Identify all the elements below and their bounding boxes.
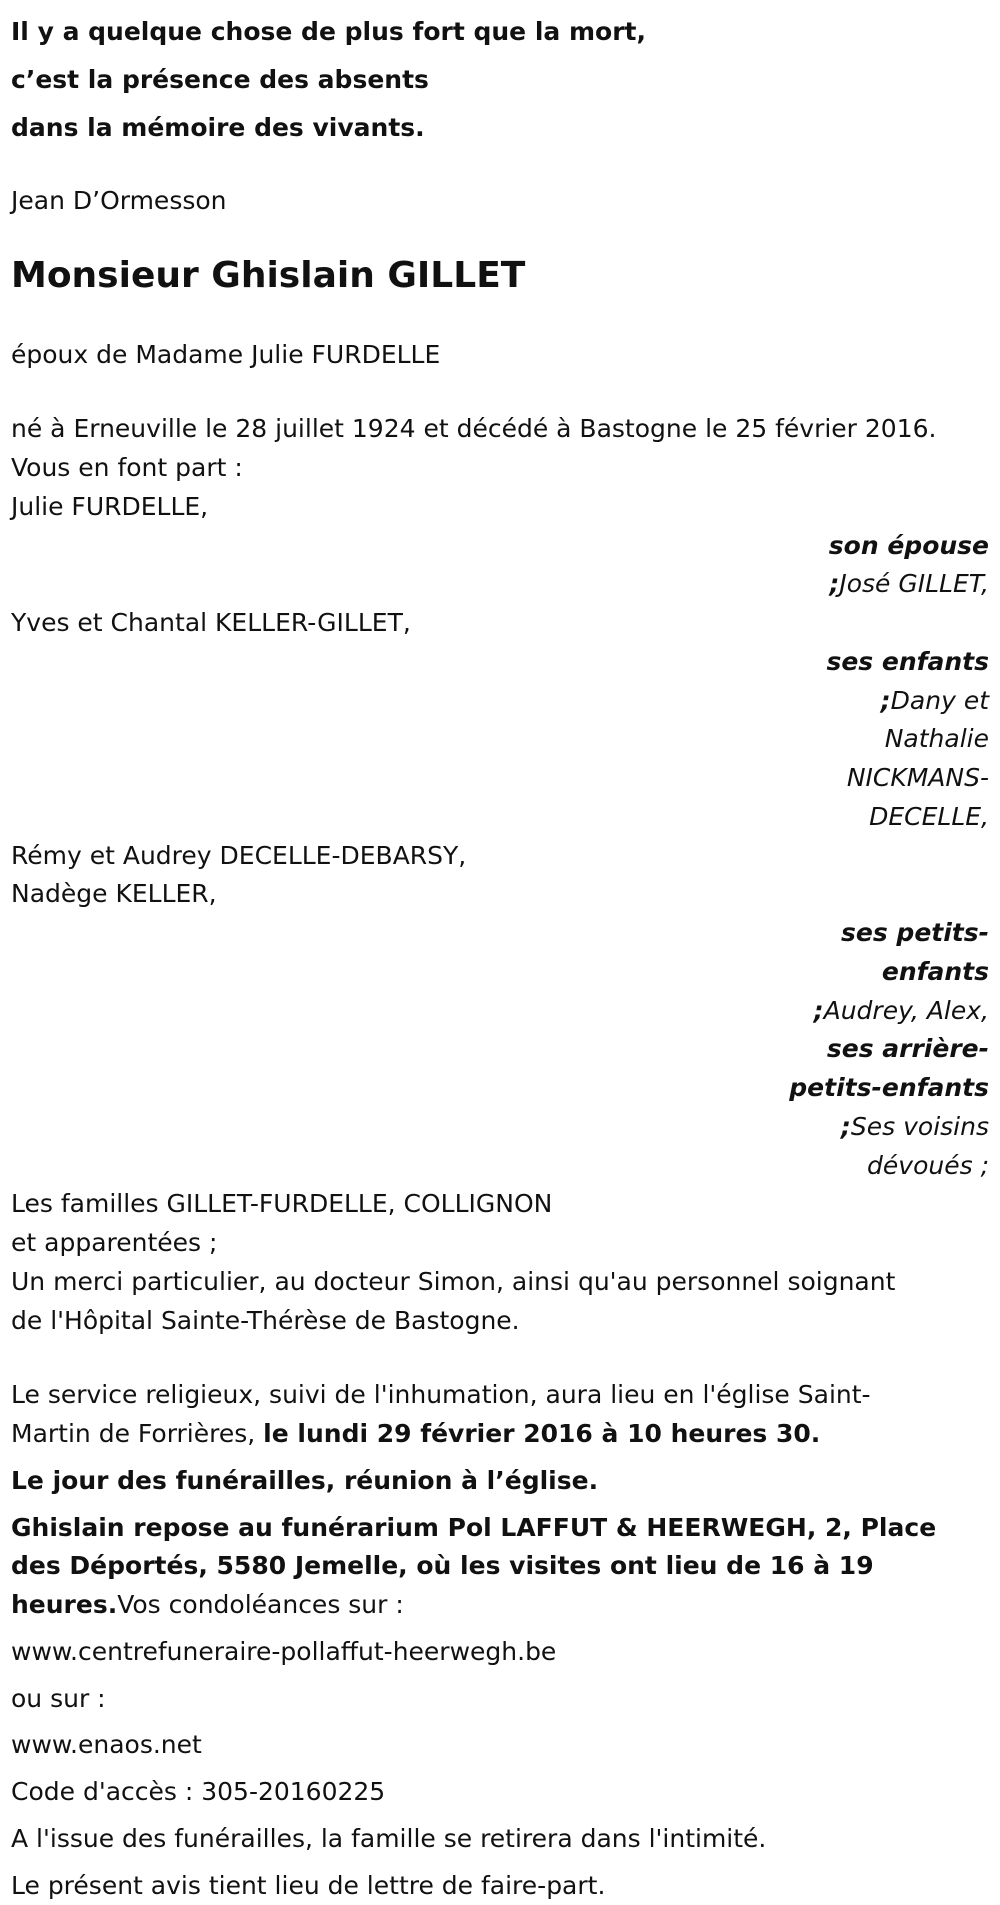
relation-names: Audrey, Alex, — [823, 995, 989, 1025]
family-right-4 — [769, 1030, 989, 1185]
service-line-2 — [11, 1415, 989, 1454]
condolences-text: Vos condoléances sur : — [117, 1590, 404, 1620]
family-left-2: Yves et Chantal KELLER-GILLET, — [11, 608, 411, 638]
closing-line-2: Le présent avis tient lieu de lettre de faire-part. — [11, 1870, 606, 1900]
relation-label: ses arrière-petits-enfants ; — [789, 1034, 989, 1141]
repose-paragraph — [11, 1509, 989, 1625]
site-link-2[interactable]: www.enaos.net — [11, 1730, 202, 1760]
family-left-3: Rémy et Audrey DECELLE-DEBARSY, — [11, 840, 467, 870]
relation-label: ses petits-enfants ; — [813, 918, 989, 1025]
service-datetime: le lundi 29 février 2016 à 10 heures 30. — [263, 1419, 821, 1449]
quote-line-2: c’est la présence des absents — [11, 65, 429, 94]
spouse-line: époux de Madame Julie FURDELLE — [11, 339, 441, 369]
birth-death-dates: né à Erneuville le 28 juillet 1924 et décédé à Bastogne le 25 février 2016. — [11, 414, 937, 444]
family-left-6: et apparentées ; — [11, 1228, 218, 1258]
spacer — [11, 1340, 989, 1376]
deceased-name: Monsieur Ghislain GILLET — [11, 254, 526, 296]
or-on-line: ou sur : — [11, 1683, 106, 1713]
relation-names: José GILLET, — [839, 569, 989, 599]
repose-text: Ghislain repose au funérarium Pol LAFFUT & HEERWEGH, 2, Place des Déportés, 5580 Jemelle, où les visites ont lieu de 16 à 19 heures. — [11, 1512, 937, 1620]
service-line-1: Le service religieux, suivi de l'inhumation, aura lieu en l'église Saint- — [11, 1380, 871, 1410]
family-right-1 — [769, 527, 989, 605]
quote-author: Jean D’Ormesson — [11, 186, 227, 215]
family-left-1: Julie FURDELLE, — [11, 491, 209, 521]
family-left-5: Les familles GILLET-FURDELLE, COLLIGNON — [11, 1189, 553, 1219]
intro-line: Vous en font part : — [11, 453, 243, 483]
thanks-line-1: Un merci particulier, au docteur Simon, ainsi qu'au personnel soignant — [11, 1266, 896, 1296]
access-code: Code d'accès : 305-20160225 — [11, 1777, 386, 1807]
service-location: Martin de Forrières, — [11, 1419, 264, 1449]
quote-block — [11, 8, 989, 152]
relation-label: ses enfants ; — [826, 646, 989, 715]
relation-label: son épouse ; — [828, 530, 989, 599]
family-right-3 — [769, 914, 989, 1030]
thanks-line-2: de l'Hôpital Sainte-Thérèse de Bastogne. — [11, 1305, 520, 1335]
quote-line-3: dans la mémoire des vivants. — [11, 113, 425, 142]
quote-line-1: Il y a quelque chose de plus fort que la mort, — [11, 17, 646, 46]
family-left-4: Nadège KELLER, — [11, 879, 217, 909]
closing-line-1: A l'issue des funérailles, la famille se retirera dans l'intimité. — [11, 1823, 767, 1853]
relation-names: Ses voisins dévoués ; — [850, 1111, 989, 1180]
relation-names: Dany et Nathalie NICKMANS-DECELLE, — [846, 685, 989, 831]
site-link-1[interactable]: www.centrefuneraire-pollaffut-heerwegh.be — [11, 1636, 557, 1666]
family-right-2 — [769, 643, 989, 837]
reunion-line: Le jour des funérailles, réunion à l’église. — [11, 1465, 599, 1495]
